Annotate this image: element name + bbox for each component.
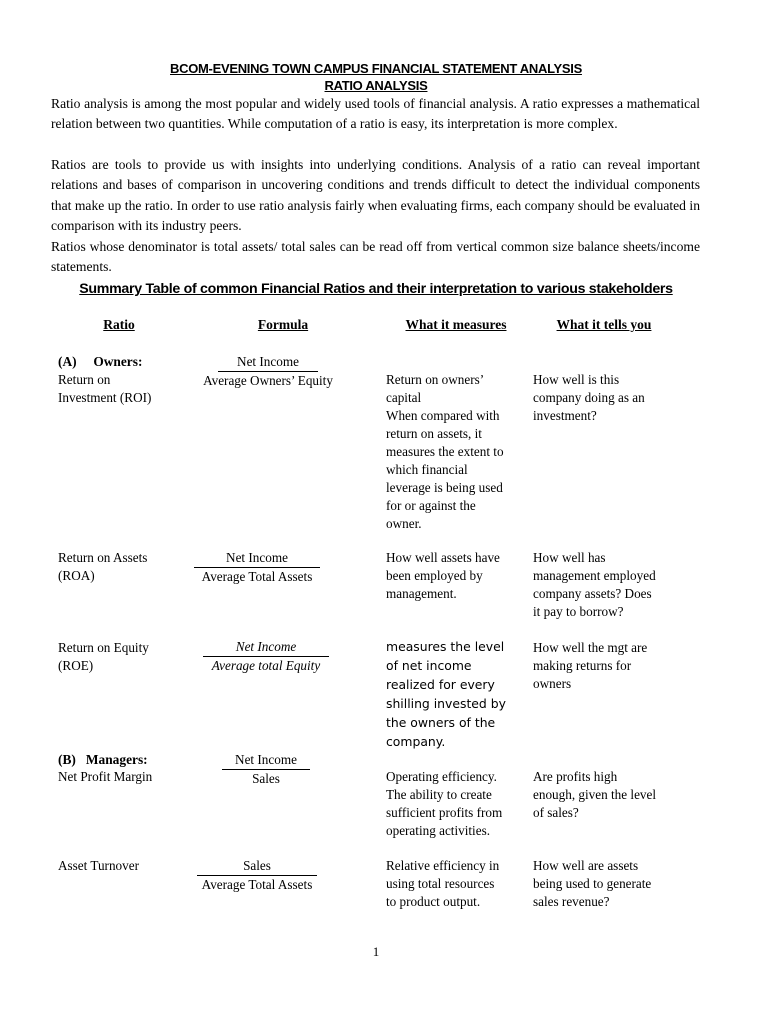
measures-line: shilling invested by (386, 696, 506, 711)
measures-line: Relative efficiency in (386, 858, 500, 873)
table-row-roe-measures (386, 637, 506, 751)
table-row-roe-ratio (58, 639, 149, 675)
measures-line: sufficient profits from (386, 805, 503, 820)
summary-table-title: Summary Table of common Financial Ratios and their interpretation to various stakeholders (79, 281, 673, 297)
table-row-roe-tells (533, 639, 647, 693)
ratio-line: Return on (58, 372, 111, 387)
measures-line: management. (386, 586, 457, 601)
table-row-asset-turnover-tells (533, 857, 651, 911)
table-row-roe-formula (198, 638, 334, 675)
table-row-roi-measures (386, 371, 504, 533)
measures-line: The ability to create (386, 787, 492, 802)
formula-numerator: Net Income (218, 353, 318, 372)
table-row-npm-tells (533, 768, 656, 822)
measures-line: How well assets have (386, 550, 500, 565)
measures-line: been employed by (386, 568, 483, 583)
column-header-formula: Formula (257, 317, 309, 332)
formula-denominator: Average Total Assets (201, 877, 313, 892)
measures-line: Operating efficiency. (386, 769, 497, 784)
measures-line: measures the extent to (386, 444, 504, 459)
category-owners: (A) Owners: (58, 354, 143, 369)
section-title: RATIO ANALYSIS (324, 78, 428, 93)
formula-denominator: Average total Equity (211, 658, 321, 673)
measures-line: using total resources (386, 876, 495, 891)
table-row-roi-ratio (58, 371, 151, 407)
measures-line: When compared with (386, 408, 500, 423)
tells-line: enough, given the level (533, 787, 657, 802)
measures-line: which financial (386, 462, 468, 477)
table-row-roi-tells (533, 371, 645, 425)
measures-line: company. (386, 734, 446, 749)
formula-numerator: Sales (197, 857, 317, 876)
ratio-line: (ROE) (58, 658, 94, 673)
table-row-npm-measures (386, 768, 502, 840)
table-row-roa-tells (533, 549, 656, 621)
ratio-line: Net Profit Margin (58, 769, 153, 784)
formula-numerator: Net Income (203, 638, 329, 657)
ratio-line: (ROA) (58, 568, 95, 583)
tells-line: How well has (533, 550, 606, 565)
table-row-asset-turnover-ratio (58, 857, 139, 875)
category-managers: (B) Managers: (58, 752, 148, 767)
ratio-line: Asset Turnover (58, 858, 139, 873)
ratio-line: Return on Assets (58, 550, 148, 565)
ratio-line: Return on Equity (58, 640, 149, 655)
column-header-tells: What it tells you (556, 317, 652, 332)
tells-line: company doing as an (533, 390, 645, 405)
column-header-ratio: Ratio (103, 317, 135, 332)
tells-line: company assets? Does (533, 586, 652, 601)
tells-line: How well is this (533, 372, 620, 387)
table-row-roi-formula (190, 353, 346, 390)
measures-line: for or against the (386, 498, 476, 513)
formula-numerator: Net Income (222, 751, 310, 770)
column-header-measures: What it measures (405, 317, 507, 332)
measures-line: the owners of the (386, 715, 496, 730)
ratio-line: Investment (ROI) (58, 390, 152, 405)
measures-line: of net income (386, 658, 472, 673)
measures-line: owner. (386, 516, 422, 531)
table-row-roa-formula (190, 549, 324, 586)
measures-line: capital (386, 390, 422, 405)
table-row-roa-measures (386, 549, 500, 603)
table-row-roa-ratio (58, 549, 147, 585)
tells-line: How well the mgt are (533, 640, 648, 655)
tells-line: management employed (533, 568, 656, 583)
measures-line: measures the level (386, 639, 505, 654)
measures-line: to product output. (386, 894, 481, 909)
page-number: 1 (372, 944, 380, 959)
tells-line: being used to generate (533, 876, 652, 891)
measures-line: realized for every (386, 677, 495, 692)
formula-denominator: Sales (252, 771, 280, 786)
intro-paragraph-2: Ratios are tools to provide us with insights into underlying conditions. Analysis of a ratio can reveal important relations and bases of comparison in uncovering conditions and trends difficult to detect the individual components that make up the ratio. In order to use ratio analysis fairly when evaluating firms, each company should be evaluated in comparison with its industry peers. (51, 157, 700, 233)
intro-paragraph-1: Ratio analysis is among the most popular and widely used tools of financial analysis. A ratio expresses a mathematical relation between two quantities. While computation of a ratio is easy, its interpretation is more complex. (51, 96, 700, 132)
measures-line: return on assets, it (386, 426, 482, 441)
table-row-asset-turnover-measures (386, 857, 499, 911)
measures-line: operating activities. (386, 823, 490, 838)
tells-line: making returns for (533, 658, 632, 673)
table-row-asset-turnover-formula (190, 857, 324, 894)
tells-line: Are profits high (533, 769, 618, 784)
table-row-npm-ratio (58, 768, 152, 786)
tells-line: it pay to borrow? (533, 604, 624, 619)
formula-denominator: Average Total Assets (201, 569, 313, 584)
tells-line: sales revenue? (533, 894, 610, 909)
document-title: BCOM-EVENING TOWN CAMPUS FINANCIAL STATEMENT ANALYSIS (170, 61, 582, 76)
measures-line: Return on owners’ (386, 372, 485, 387)
tells-line: owners (533, 676, 572, 691)
tells-line: investment? (533, 408, 597, 423)
table-row-npm-formula (206, 751, 326, 788)
tells-line: of sales? (533, 805, 579, 820)
measures-line: leverage is being used (386, 480, 503, 495)
intro-paragraph-3: Ratios whose denominator is total assets/ total sales can be read off from vertical common size balance sheets/income statements. (51, 239, 700, 275)
tells-line: How well are assets (533, 858, 639, 873)
formula-numerator: Net Income (194, 549, 320, 568)
formula-denominator: Average Owners’ Equity (203, 373, 333, 388)
